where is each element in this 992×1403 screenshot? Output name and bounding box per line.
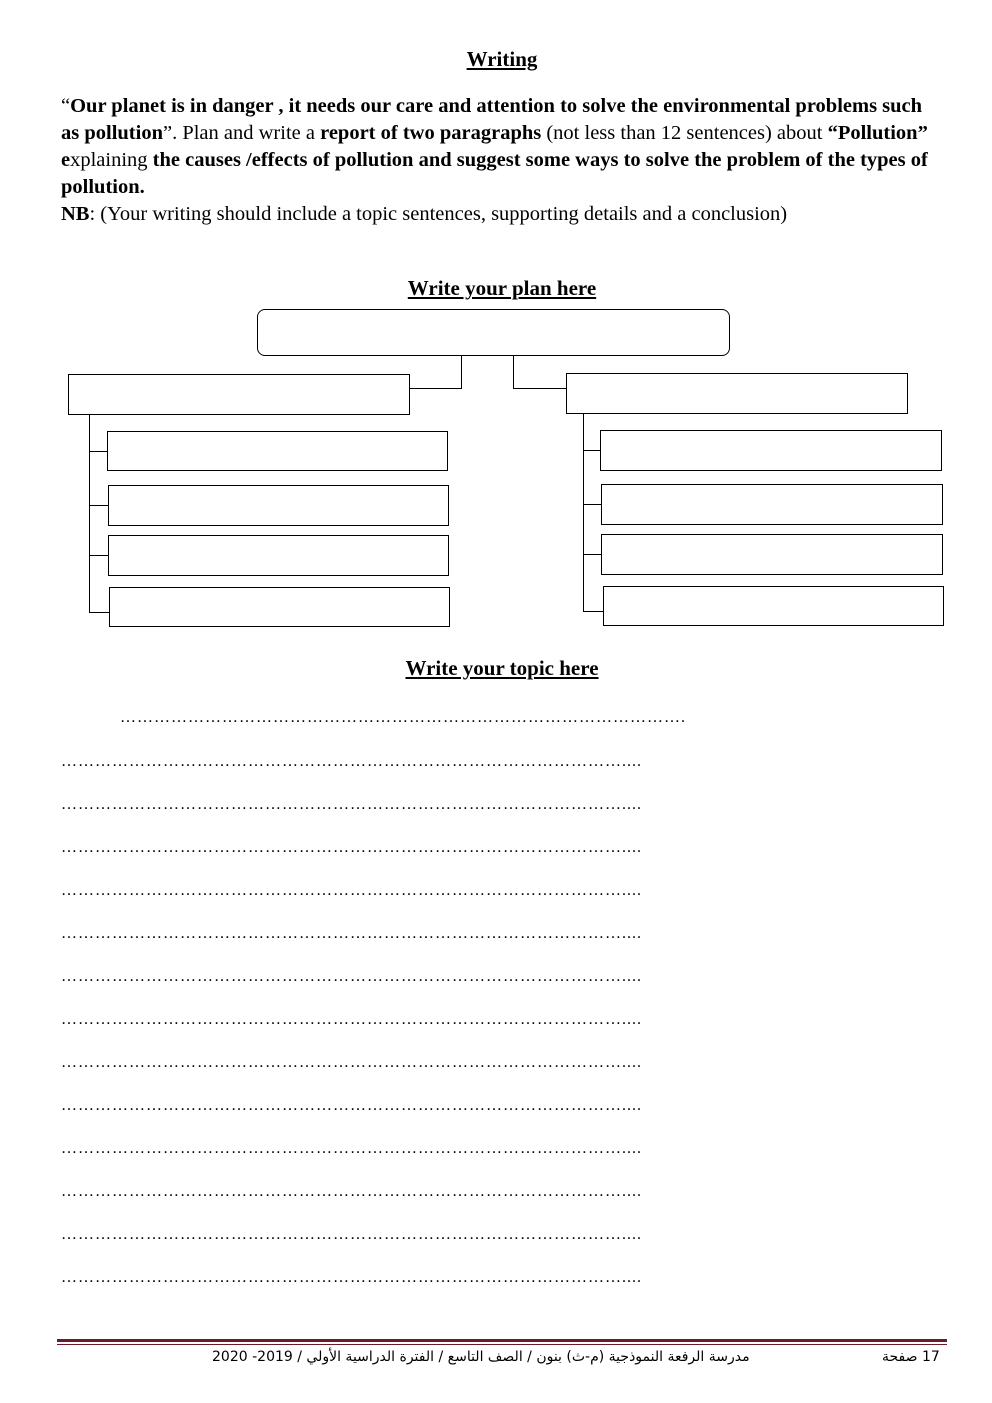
writing-line[interactable]: ……………………………………………………………………………………….... [61,1011,642,1028]
page-title: Writing [466,47,538,71]
nb-label: NB [61,203,90,225]
writing-line[interactable]: ……………………………………………………………………………………….... [61,1226,642,1243]
writing-line[interactable]: ……………………………………………………………………………………….... [61,753,642,770]
writing-line[interactable]: ……………………………………………………………………………………….... [61,1097,642,1114]
page-number: 17 صفحة [882,1349,940,1365]
writing-line[interactable]: ……………………………………………………………………………………….... [61,925,642,942]
prompt-bold: the causes /effects of pollution and suggest some ways to solve the problem of the types of pollution. [61,149,928,198]
writing-line[interactable]: ……………………………………………………………………………………….... [61,839,642,856]
writing-line[interactable]: ……………………………………………………………………………………….... [61,1140,642,1157]
writing-prompt [61,93,941,228]
connector [89,451,108,452]
detail-box-left-3[interactable] [108,535,449,576]
topic-box[interactable] [257,309,730,356]
connector [89,612,110,613]
connector [583,450,601,451]
connector [513,388,568,389]
writing-line[interactable]: ……………………………………………………………………………………….... [61,796,642,813]
footer-school-info: مدرسة الرفعة النموذجية (م-ث) بنون / الصف التاسع / الفترة الدراسية الأولي / 2019- 2020 [212,1349,750,1365]
connector [89,505,109,506]
writing-line[interactable]: ……………………………………………………………………………………….... [61,1183,642,1200]
prompt-text: ”. Plan and write a [162,122,321,144]
writing-line[interactable]: ……………………………………………………………………………………….... [61,1054,642,1071]
detail-box-right-1[interactable] [600,430,942,471]
prompt-text: “ [61,95,71,117]
connector [583,504,602,505]
connector [583,554,602,555]
connector [409,388,462,389]
plan-heading: Write your plan here [407,276,597,300]
footer-divider [57,1339,947,1342]
writing-line[interactable]: ………………………………………………………………………………………. [120,709,686,726]
detail-box-left-4[interactable] [109,587,450,627]
footer-divider [57,1344,947,1345]
prompt-text: xplaining [70,149,153,171]
connector [461,356,462,388]
connector [89,555,109,556]
topic-heading: Write your topic here [405,656,599,680]
writing-line[interactable]: ……………………………………………………………………………………….... [61,968,642,985]
detail-box-right-4[interactable] [603,586,944,626]
paragraph-1-box[interactable] [68,374,410,415]
detail-box-right-2[interactable] [601,484,943,525]
prompt-bold: report of two paragraphs [320,122,542,144]
paragraph-2-box[interactable] [566,373,908,414]
detail-box-right-3[interactable] [601,534,943,575]
detail-box-left-1[interactable] [107,431,448,471]
connector [513,356,514,388]
connector [583,611,604,612]
nb-text: : (Your writing should include a topic sentences, supporting details and a conclusion) [89,203,788,225]
writing-line[interactable]: ……………………………………………………………………………………….... [61,882,642,899]
prompt-text: (not less than 12 sentences) about [541,122,828,144]
writing-line[interactable]: ……………………………………………………………………………………….... [61,1269,642,1286]
detail-box-left-2[interactable] [108,485,449,526]
connector [583,414,584,612]
connector [89,415,90,613]
prompt-bold: “Pollution” e [61,122,928,171]
prompt-bold: Our planet is in danger , it needs our care and attention to solve the environmental problems such as pollution [61,95,923,144]
